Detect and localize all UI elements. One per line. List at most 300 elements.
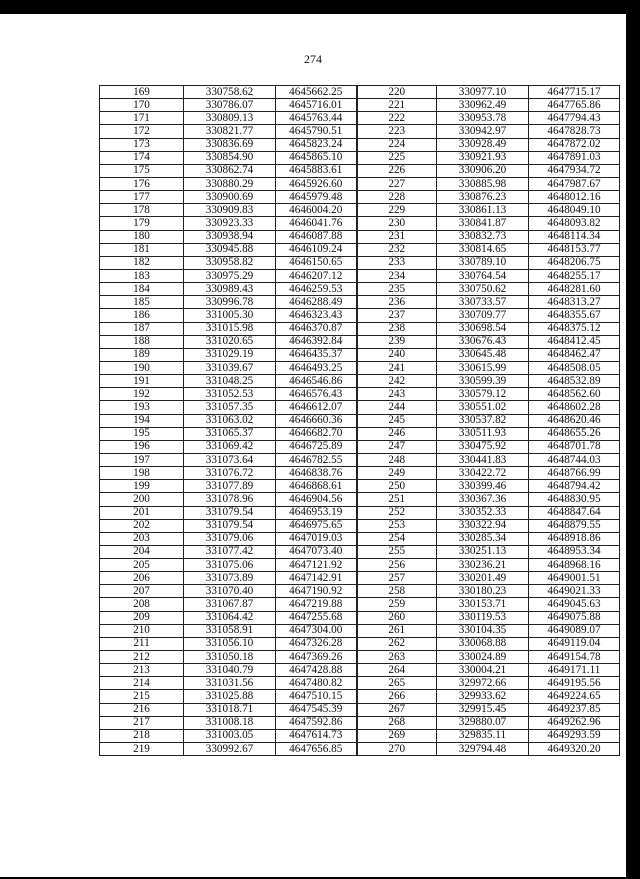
x-coordinate-right-cell: 330475.92 [437, 440, 529, 453]
point-number-left-cell: 175 [100, 164, 184, 177]
x-coordinate-left-cell: 330786.07 [184, 99, 276, 112]
x-coordinate-left-cell: 331079.54 [184, 519, 276, 532]
x-coordinate-left-cell: 330975.29 [184, 269, 276, 282]
point-number-left-cell: 185 [100, 296, 184, 309]
x-coordinate-left-cell: 330923.33 [184, 217, 276, 230]
point-number-right-cell: 246 [357, 427, 437, 440]
point-number-left-cell: 182 [100, 256, 184, 269]
y-coordinate-left-cell: 4647614.73 [276, 729, 357, 742]
point-number-right-cell: 265 [357, 677, 437, 690]
point-number-right-cell: 267 [357, 703, 437, 716]
x-coordinate-left-cell: 330900.69 [184, 191, 276, 204]
table-row [100, 506, 620, 519]
y-coordinate-left-cell: 4646612.07 [276, 401, 357, 414]
y-coordinate-right-cell: 4647828.73 [529, 125, 620, 138]
point-number-right-cell: 253 [357, 519, 437, 532]
point-number-right-cell: 258 [357, 585, 437, 598]
y-coordinate-left-cell: 4646660.36 [276, 414, 357, 427]
x-coordinate-right-cell: 330180.23 [437, 585, 529, 598]
point-number-left-cell: 190 [100, 361, 184, 374]
point-number-left-cell: 213 [100, 664, 184, 677]
point-number-left-cell: 215 [100, 690, 184, 703]
point-number-left-cell: 208 [100, 598, 184, 611]
table-row [100, 243, 620, 256]
table-row [100, 388, 620, 401]
x-coordinate-left-cell: 330909.83 [184, 204, 276, 217]
table-row [100, 112, 620, 125]
point-number-left-cell: 194 [100, 414, 184, 427]
x-coordinate-left-cell: 331076.72 [184, 467, 276, 480]
table-row [100, 138, 620, 151]
y-coordinate-right-cell: 4647715.17 [529, 86, 620, 99]
table-row [100, 348, 620, 361]
point-number-right-cell: 222 [357, 112, 437, 125]
x-coordinate-right-cell: 330004.21 [437, 664, 529, 677]
y-coordinate-left-cell: 4647255.68 [276, 611, 357, 624]
x-coordinate-right-cell: 330876.23 [437, 191, 529, 204]
x-coordinate-right-cell: 330119.53 [437, 611, 529, 624]
point-number-left-cell: 219 [100, 743, 184, 756]
table-row [100, 677, 620, 690]
y-coordinate-left-cell: 4646288.49 [276, 296, 357, 309]
x-coordinate-right-cell: 329794.48 [437, 743, 529, 756]
table-row [100, 716, 620, 729]
x-coordinate-right-cell: 330977.10 [437, 86, 529, 99]
x-coordinate-right-cell: 329933.62 [437, 690, 529, 703]
x-coordinate-right-cell: 330814.65 [437, 243, 529, 256]
table-row [100, 283, 620, 296]
table-row [100, 559, 620, 572]
x-coordinate-left-cell: 330996.78 [184, 296, 276, 309]
table-row [100, 493, 620, 506]
table-row [100, 453, 620, 466]
y-coordinate-right-cell: 4648313.27 [529, 296, 620, 309]
point-number-right-cell: 239 [357, 335, 437, 348]
point-number-left-cell: 197 [100, 453, 184, 466]
y-coordinate-right-cell: 4647934.72 [529, 164, 620, 177]
point-number-right-cell: 262 [357, 637, 437, 650]
y-coordinate-right-cell: 4648114.34 [529, 230, 620, 243]
point-number-left-cell: 184 [100, 283, 184, 296]
x-coordinate-right-cell: 330511.93 [437, 427, 529, 440]
table-row [100, 375, 620, 388]
y-coordinate-right-cell: 4648206.75 [529, 256, 620, 269]
x-coordinate-left-cell: 330958.82 [184, 256, 276, 269]
table-row [100, 151, 620, 164]
coordinates-table-body [100, 86, 620, 756]
point-number-right-cell: 236 [357, 296, 437, 309]
x-coordinate-left-cell: 331065.37 [184, 427, 276, 440]
point-number-right-cell: 244 [357, 401, 437, 414]
table-row [100, 204, 620, 217]
point-number-right-cell: 259 [357, 598, 437, 611]
y-coordinate-left-cell: 4647019.03 [276, 532, 357, 545]
point-number-left-cell: 196 [100, 440, 184, 453]
table-row [100, 177, 620, 190]
point-number-left-cell: 189 [100, 348, 184, 361]
y-coordinate-left-cell: 4646838.76 [276, 467, 357, 480]
x-coordinate-left-cell: 331020.65 [184, 335, 276, 348]
table-row [100, 624, 620, 637]
y-coordinate-right-cell: 4648012.16 [529, 191, 620, 204]
table-row [100, 164, 620, 177]
y-coordinate-right-cell: 4648602.28 [529, 401, 620, 414]
y-coordinate-right-cell: 4648281.60 [529, 283, 620, 296]
point-number-right-cell: 270 [357, 743, 437, 756]
coordinates-table [99, 85, 620, 756]
x-coordinate-left-cell: 330989.43 [184, 283, 276, 296]
point-number-left-cell: 178 [100, 204, 184, 217]
point-number-left-cell: 192 [100, 388, 184, 401]
table-row [100, 611, 620, 624]
y-coordinate-left-cell: 4647656.85 [276, 743, 357, 756]
point-number-left-cell: 183 [100, 269, 184, 282]
x-coordinate-right-cell: 330551.02 [437, 401, 529, 414]
point-number-left-cell: 216 [100, 703, 184, 716]
table-row [100, 532, 620, 545]
x-coordinate-left-cell: 331018.71 [184, 703, 276, 716]
table-row [100, 743, 620, 756]
point-number-right-cell: 243 [357, 388, 437, 401]
point-number-left-cell: 193 [100, 401, 184, 414]
point-number-right-cell: 231 [357, 230, 437, 243]
y-coordinate-left-cell: 4647428.88 [276, 664, 357, 677]
x-coordinate-left-cell: 331077.42 [184, 545, 276, 558]
y-coordinate-left-cell: 4646904.56 [276, 493, 357, 506]
y-coordinate-left-cell: 4646493.25 [276, 361, 357, 374]
table-row [100, 125, 620, 138]
point-number-left-cell: 210 [100, 624, 184, 637]
y-coordinate-right-cell: 4648412.45 [529, 335, 620, 348]
x-coordinate-right-cell: 330921.93 [437, 151, 529, 164]
x-coordinate-right-cell: 329915.45 [437, 703, 529, 716]
point-number-right-cell: 226 [357, 164, 437, 177]
point-number-right-cell: 255 [357, 545, 437, 558]
y-coordinate-left-cell: 4647304.00 [276, 624, 357, 637]
table-row [100, 598, 620, 611]
table-row [100, 335, 620, 348]
y-coordinate-left-cell: 4646975.65 [276, 519, 357, 532]
x-coordinate-left-cell: 331063.02 [184, 414, 276, 427]
y-coordinate-right-cell: 4649320.20 [529, 743, 620, 756]
x-coordinate-left-cell: 331015.98 [184, 322, 276, 335]
point-number-left-cell: 211 [100, 637, 184, 650]
x-coordinate-right-cell: 330962.49 [437, 99, 529, 112]
y-coordinate-right-cell: 4648968.16 [529, 559, 620, 572]
y-coordinate-left-cell: 4645926.60 [276, 177, 357, 190]
point-number-left-cell: 177 [100, 191, 184, 204]
point-number-right-cell: 264 [357, 664, 437, 677]
point-number-right-cell: 229 [357, 204, 437, 217]
y-coordinate-left-cell: 4645823.24 [276, 138, 357, 151]
table-row [100, 86, 620, 99]
point-number-right-cell: 237 [357, 309, 437, 322]
x-coordinate-left-cell: 331008.18 [184, 716, 276, 729]
y-coordinate-right-cell: 4647765.86 [529, 99, 620, 112]
y-coordinate-left-cell: 4647190.92 [276, 585, 357, 598]
point-number-left-cell: 218 [100, 729, 184, 742]
table-row [100, 637, 620, 650]
point-number-right-cell: 240 [357, 348, 437, 361]
x-coordinate-left-cell: 331078.96 [184, 493, 276, 506]
x-coordinate-left-cell: 331079.54 [184, 506, 276, 519]
x-coordinate-right-cell: 330422.72 [437, 467, 529, 480]
point-number-right-cell: 228 [357, 191, 437, 204]
y-coordinate-right-cell: 4648153.77 [529, 243, 620, 256]
x-coordinate-right-cell: 330906.20 [437, 164, 529, 177]
point-number-right-cell: 221 [357, 99, 437, 112]
point-number-left-cell: 173 [100, 138, 184, 151]
table-row [100, 269, 620, 282]
y-coordinate-right-cell: 4649075.88 [529, 611, 620, 624]
y-coordinate-right-cell: 4649089.07 [529, 624, 620, 637]
point-number-right-cell: 269 [357, 729, 437, 742]
point-number-left-cell: 212 [100, 651, 184, 664]
y-coordinate-right-cell: 4649154.78 [529, 651, 620, 664]
y-coordinate-left-cell: 4646259.53 [276, 283, 357, 296]
point-number-right-cell: 256 [357, 559, 437, 572]
x-coordinate-left-cell: 331039.67 [184, 361, 276, 374]
x-coordinate-left-cell: 330862.74 [184, 164, 276, 177]
point-number-left-cell: 169 [100, 86, 184, 99]
point-number-right-cell: 233 [357, 256, 437, 269]
x-coordinate-left-cell: 330938.94 [184, 230, 276, 243]
y-coordinate-left-cell: 4645883.61 [276, 164, 357, 177]
x-coordinate-right-cell: 330441.83 [437, 453, 529, 466]
y-coordinate-right-cell: 4649195.56 [529, 677, 620, 690]
table-row [100, 427, 620, 440]
y-coordinate-right-cell: 4648375.12 [529, 322, 620, 335]
y-coordinate-right-cell: 4648532.89 [529, 375, 620, 388]
y-coordinate-right-cell: 4648701.78 [529, 440, 620, 453]
table-row [100, 191, 620, 204]
y-coordinate-left-cell: 4646392.84 [276, 335, 357, 348]
table-row [100, 651, 620, 664]
x-coordinate-left-cell: 331069.42 [184, 440, 276, 453]
x-coordinate-left-cell: 331050.18 [184, 651, 276, 664]
x-coordinate-right-cell: 330750.62 [437, 283, 529, 296]
x-coordinate-right-cell: 329835.11 [437, 729, 529, 742]
y-coordinate-right-cell: 4647891.03 [529, 151, 620, 164]
x-coordinate-right-cell: 330709.77 [437, 309, 529, 322]
point-number-left-cell: 198 [100, 467, 184, 480]
x-coordinate-left-cell: 331064.42 [184, 611, 276, 624]
point-number-right-cell: 247 [357, 440, 437, 453]
x-coordinate-right-cell: 330676.43 [437, 335, 529, 348]
x-coordinate-right-cell: 330861.13 [437, 204, 529, 217]
point-number-right-cell: 252 [357, 506, 437, 519]
point-number-right-cell: 220 [357, 86, 437, 99]
x-coordinate-left-cell: 331077.89 [184, 480, 276, 493]
x-coordinate-right-cell: 330399.46 [437, 480, 529, 493]
table-row [100, 480, 620, 493]
x-coordinate-left-cell: 331067.87 [184, 598, 276, 611]
y-coordinate-right-cell: 4648794.42 [529, 480, 620, 493]
y-coordinate-left-cell: 4645865.10 [276, 151, 357, 164]
point-number-left-cell: 195 [100, 427, 184, 440]
point-number-right-cell: 227 [357, 177, 437, 190]
point-number-right-cell: 230 [357, 217, 437, 230]
y-coordinate-right-cell: 4647987.67 [529, 177, 620, 190]
point-number-left-cell: 172 [100, 125, 184, 138]
y-coordinate-right-cell: 4648766.99 [529, 467, 620, 480]
point-number-left-cell: 170 [100, 99, 184, 112]
point-number-left-cell: 206 [100, 572, 184, 585]
point-number-right-cell: 260 [357, 611, 437, 624]
y-coordinate-left-cell: 4646041.76 [276, 217, 357, 230]
x-coordinate-right-cell: 330841.87 [437, 217, 529, 230]
x-coordinate-left-cell: 331003.05 [184, 729, 276, 742]
point-number-right-cell: 263 [357, 651, 437, 664]
point-number-right-cell: 254 [357, 532, 437, 545]
y-coordinate-right-cell: 4648462.47 [529, 348, 620, 361]
table-row [100, 467, 620, 480]
point-number-right-cell: 235 [357, 283, 437, 296]
point-number-right-cell: 248 [357, 453, 437, 466]
table-row [100, 217, 620, 230]
x-coordinate-right-cell: 330885.98 [437, 177, 529, 190]
y-coordinate-left-cell: 4645790.51 [276, 125, 357, 138]
y-coordinate-left-cell: 4647326.28 [276, 637, 357, 650]
x-coordinate-left-cell: 330758.62 [184, 86, 276, 99]
x-coordinate-right-cell: 330024.89 [437, 651, 529, 664]
table-row [100, 256, 620, 269]
point-number-left-cell: 179 [100, 217, 184, 230]
x-coordinate-left-cell: 331057.35 [184, 401, 276, 414]
y-coordinate-left-cell: 4645662.25 [276, 86, 357, 99]
y-coordinate-left-cell: 4646370.87 [276, 322, 357, 335]
x-coordinate-left-cell: 331048.25 [184, 375, 276, 388]
document-page [0, 14, 626, 877]
point-number-right-cell: 232 [357, 243, 437, 256]
x-coordinate-right-cell: 330733.57 [437, 296, 529, 309]
point-number-right-cell: 257 [357, 572, 437, 585]
point-number-right-cell: 261 [357, 624, 437, 637]
x-coordinate-right-cell: 330789.10 [437, 256, 529, 269]
point-number-right-cell: 234 [357, 269, 437, 282]
point-number-left-cell: 214 [100, 677, 184, 690]
point-number-right-cell: 249 [357, 467, 437, 480]
y-coordinate-left-cell: 4646004.20 [276, 204, 357, 217]
point-number-left-cell: 188 [100, 335, 184, 348]
x-coordinate-right-cell: 330599.39 [437, 375, 529, 388]
table-row [100, 99, 620, 112]
y-coordinate-right-cell: 4647872.02 [529, 138, 620, 151]
y-coordinate-right-cell: 4648093.82 [529, 217, 620, 230]
y-coordinate-right-cell: 4649224.65 [529, 690, 620, 703]
x-coordinate-right-cell: 330322.94 [437, 519, 529, 532]
point-number-left-cell: 207 [100, 585, 184, 598]
y-coordinate-right-cell: 4648620.46 [529, 414, 620, 427]
y-coordinate-left-cell: 4645979.48 [276, 191, 357, 204]
y-coordinate-right-cell: 4648508.05 [529, 361, 620, 374]
point-number-right-cell: 250 [357, 480, 437, 493]
y-coordinate-left-cell: 4646953.19 [276, 506, 357, 519]
x-coordinate-right-cell: 330928.49 [437, 138, 529, 151]
y-coordinate-right-cell: 4649171.11 [529, 664, 620, 677]
y-coordinate-right-cell: 4649045.63 [529, 598, 620, 611]
y-coordinate-right-cell: 4648744.03 [529, 453, 620, 466]
y-coordinate-left-cell: 4646782.55 [276, 453, 357, 466]
x-coordinate-left-cell: 330836.69 [184, 138, 276, 151]
y-coordinate-left-cell: 4647480.82 [276, 677, 357, 690]
x-coordinate-left-cell: 330854.90 [184, 151, 276, 164]
y-coordinate-left-cell: 4646576.43 [276, 388, 357, 401]
point-number-right-cell: 266 [357, 690, 437, 703]
y-coordinate-right-cell: 4647794.43 [529, 112, 620, 125]
x-coordinate-right-cell: 330201.49 [437, 572, 529, 585]
table-row [100, 322, 620, 335]
point-number-left-cell: 200 [100, 493, 184, 506]
x-coordinate-left-cell: 331056.10 [184, 637, 276, 650]
x-coordinate-left-cell: 331052.53 [184, 388, 276, 401]
y-coordinate-left-cell: 4646435.37 [276, 348, 357, 361]
point-number-right-cell: 223 [357, 125, 437, 138]
x-coordinate-left-cell: 331025.88 [184, 690, 276, 703]
y-coordinate-left-cell: 4647510.15 [276, 690, 357, 703]
point-number-left-cell: 201 [100, 506, 184, 519]
x-coordinate-left-cell: 330821.77 [184, 125, 276, 138]
point-number-left-cell: 187 [100, 322, 184, 335]
page-number: 274 [304, 52, 322, 66]
x-coordinate-right-cell: 330537.82 [437, 414, 529, 427]
y-coordinate-right-cell: 4648049.10 [529, 204, 620, 217]
x-coordinate-right-cell: 330285.34 [437, 532, 529, 545]
x-coordinate-right-cell: 330953.78 [437, 112, 529, 125]
y-coordinate-right-cell: 4648847.64 [529, 506, 620, 519]
y-coordinate-right-cell: 4649237.85 [529, 703, 620, 716]
x-coordinate-right-cell: 330367.36 [437, 493, 529, 506]
x-coordinate-right-cell: 330236.21 [437, 559, 529, 572]
point-number-left-cell: 204 [100, 545, 184, 558]
x-coordinate-left-cell: 330992.67 [184, 743, 276, 756]
x-coordinate-left-cell: 331031.56 [184, 677, 276, 690]
x-coordinate-right-cell: 330645.48 [437, 348, 529, 361]
table-row [100, 414, 620, 427]
point-number-left-cell: 203 [100, 532, 184, 545]
point-number-right-cell: 242 [357, 375, 437, 388]
point-number-left-cell: 205 [100, 559, 184, 572]
x-coordinate-left-cell: 331040.79 [184, 664, 276, 677]
table-row [100, 440, 620, 453]
y-coordinate-left-cell: 4646109.24 [276, 243, 357, 256]
point-number-right-cell: 225 [357, 151, 437, 164]
y-coordinate-right-cell: 4649001.51 [529, 572, 620, 585]
point-number-left-cell: 191 [100, 375, 184, 388]
x-coordinate-right-cell: 330698.54 [437, 322, 529, 335]
y-coordinate-left-cell: 4647545.39 [276, 703, 357, 716]
table-row [100, 361, 620, 374]
x-coordinate-right-cell: 330153.71 [437, 598, 529, 611]
point-number-right-cell: 245 [357, 414, 437, 427]
table-row [100, 585, 620, 598]
y-coordinate-right-cell: 4649021.33 [529, 585, 620, 598]
table-row [100, 664, 620, 677]
table-row [100, 690, 620, 703]
y-coordinate-left-cell: 4647219.88 [276, 598, 357, 611]
table-row [100, 729, 620, 742]
point-number-left-cell: 171 [100, 112, 184, 125]
point-number-left-cell: 174 [100, 151, 184, 164]
y-coordinate-left-cell: 4647073.40 [276, 545, 357, 558]
x-coordinate-right-cell: 330104.35 [437, 624, 529, 637]
y-coordinate-right-cell: 4649262.96 [529, 716, 620, 729]
point-number-left-cell: 181 [100, 243, 184, 256]
x-coordinate-left-cell: 331073.89 [184, 572, 276, 585]
table-row [100, 703, 620, 716]
table-row [100, 230, 620, 243]
table-row [100, 545, 620, 558]
